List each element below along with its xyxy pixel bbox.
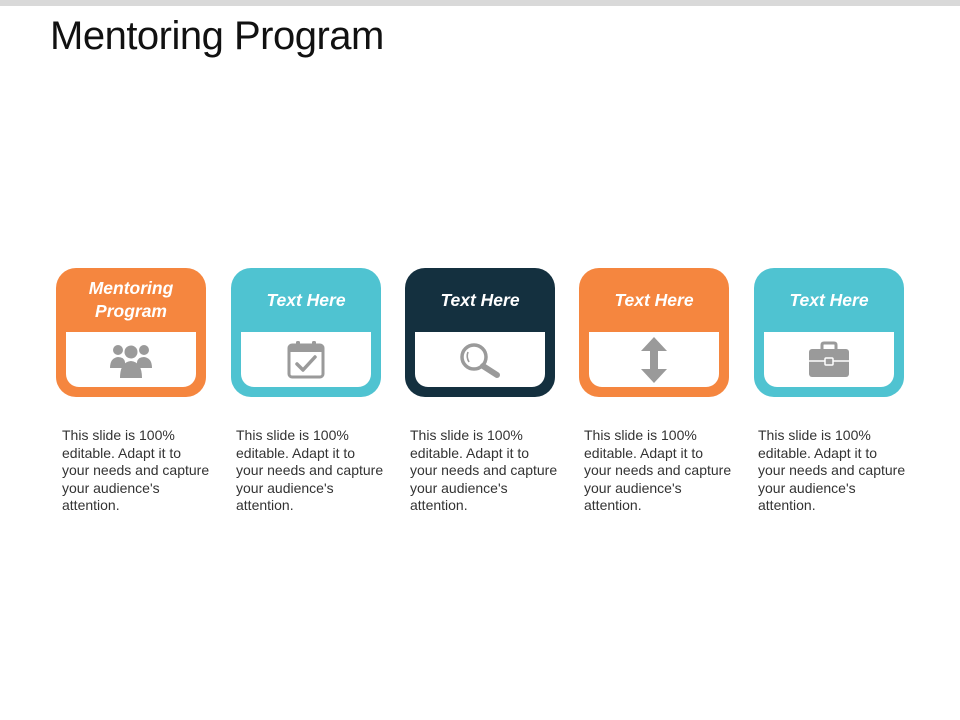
card-text-here-3 [579,268,729,397]
calendar-check-icon [286,340,326,380]
card-title: Mentoring Program [88,278,174,321]
card-description: This slide is 100% editable. Adapt it to your needs and capture your audience's attention. [62,427,210,514]
team-icon [109,340,153,380]
card-icon-panel [764,332,894,387]
card-title: Text Here [614,289,694,310]
card-title: Text Here [266,289,346,310]
vertical-arrows-icon [639,336,669,384]
magnifier-icon [456,340,504,380]
card-description: This slide is 100% editable. Adapt it to your needs and capture your audience's attention. [236,427,384,514]
page-title: Mentoring Program [50,14,384,58]
card-text-here-1 [231,268,381,397]
briefcase-icon [807,341,851,379]
card-icon-panel [415,332,545,387]
card-icon-panel [241,332,371,387]
card-text-here-4 [754,268,904,397]
card-description: This slide is 100% editable. Adapt it to your needs and capture your audience's attention. [584,427,732,514]
top-accent-bar [0,0,960,6]
card-icon-panel [66,332,196,387]
card-title: Text Here [440,289,520,310]
card-description: This slide is 100% editable. Adapt it to your needs and capture your audience's attention. [758,427,906,514]
card-description: This slide is 100% editable. Adapt it to your needs and capture your audience's attention. [410,427,558,514]
card-text-here-2 [405,268,555,397]
card-icon-panel [589,332,719,387]
card-title: Text Here [789,289,869,310]
card-mentoring-program [56,268,206,397]
